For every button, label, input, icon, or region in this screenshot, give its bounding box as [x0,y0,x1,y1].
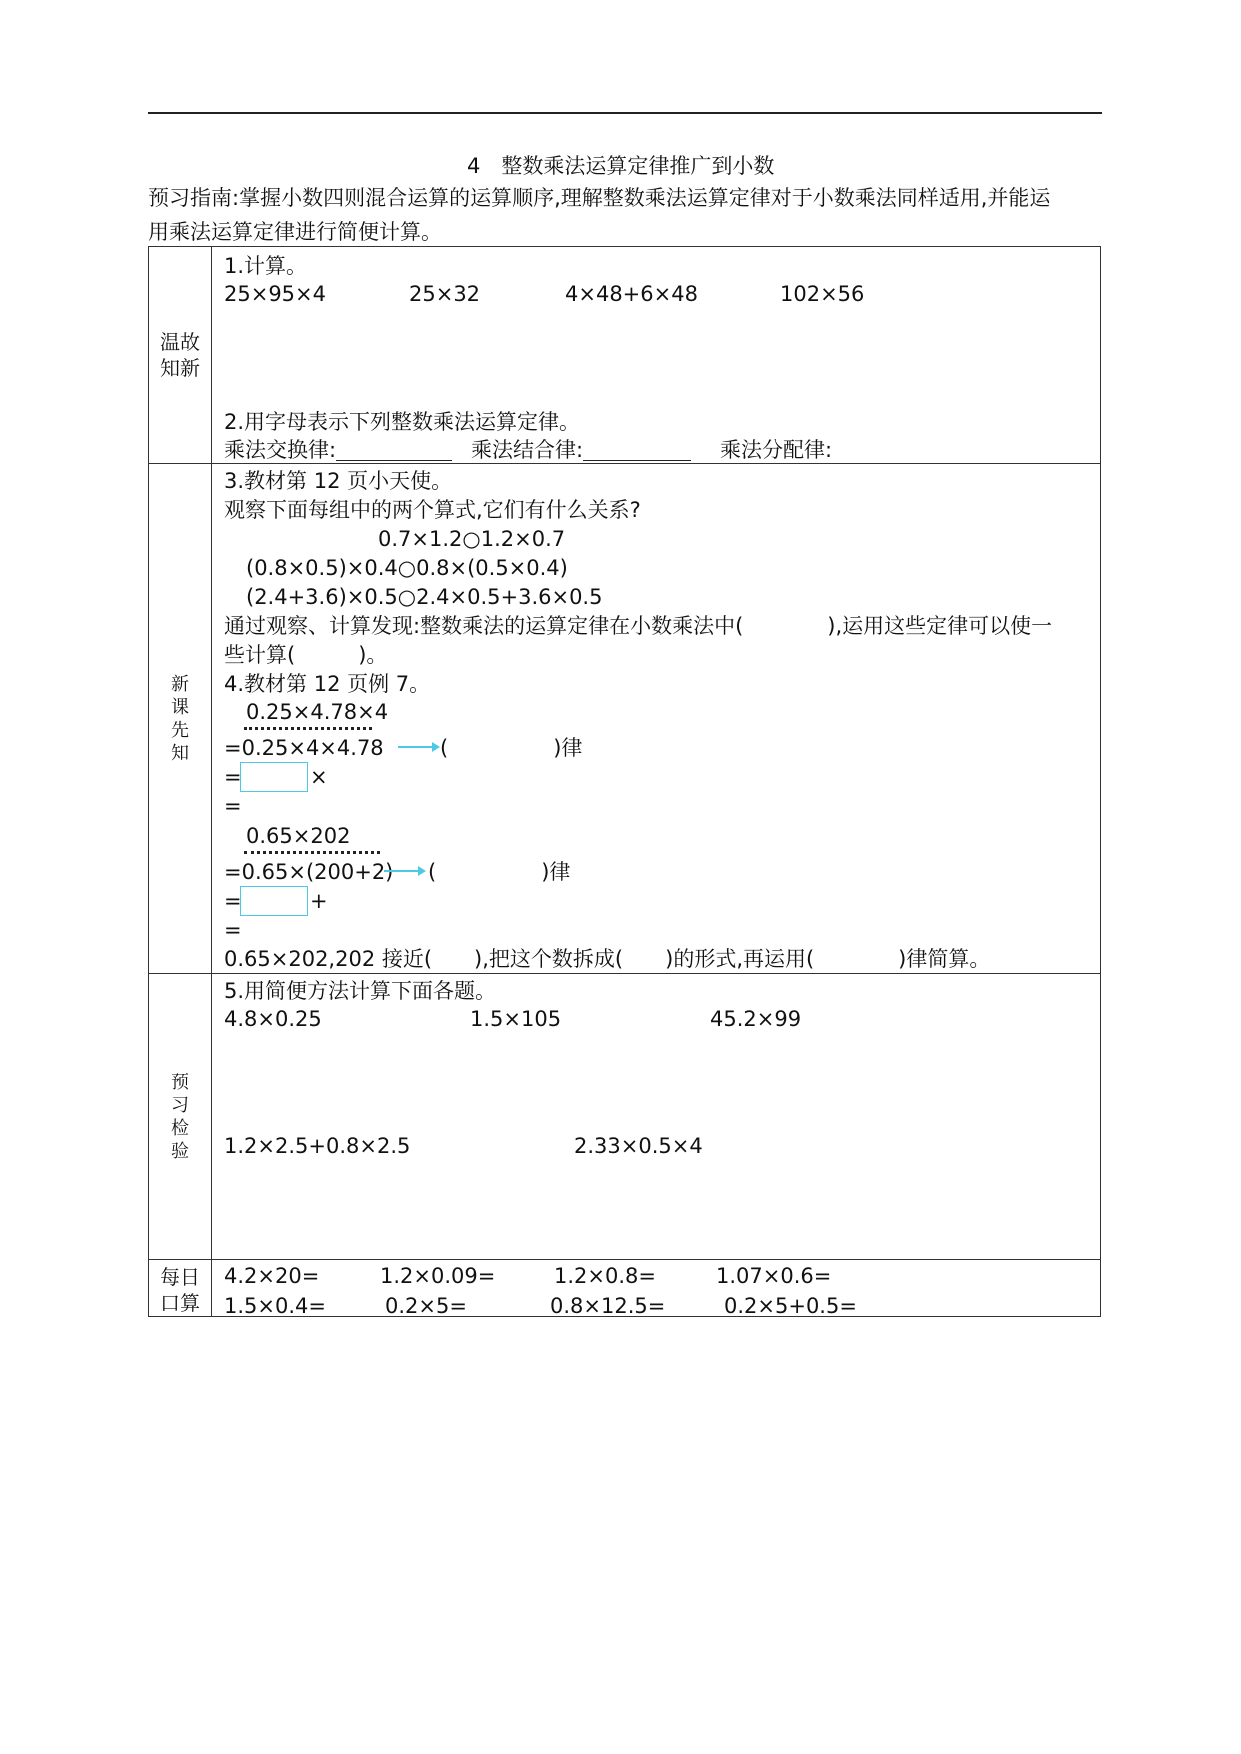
example-step: = [224,765,242,789]
q3-expression: 0.7×1.2○1.2×0.7 [378,527,566,551]
row-divider [148,463,1101,464]
example-step: =0.65×(200+2) [224,860,394,884]
daily-item: 1.07×0.6= [716,1264,832,1288]
times-sign: × [310,765,328,789]
daily-item: 0.2×5= [385,1294,467,1318]
q1-title: 1.计算。 [224,254,308,278]
law-blank: ( )律 [440,736,583,760]
section-label-review: 温故 知新 [160,330,200,380]
q5-item: 45.2×99 [710,1007,802,1031]
q4-title: 4.教材第 12 页例 7。 [224,672,431,696]
section-label-preview-check: 预 习 检 验 [171,1072,189,1162]
lesson-title: 4 整数乘法运算定律推广到小数 [467,154,775,178]
answer-box[interactable] [240,762,308,792]
label-column-divider [211,246,212,1317]
example-step: = [224,889,242,913]
answer-box[interactable] [240,886,308,916]
q4-conclusion: 0.65×202,202 接近( ),把这个数拆成( )的形式,再运用( )律简算。 [224,947,991,971]
q3-title: 3.教材第 12 页小天使。 [224,469,453,493]
plus-sign: + [310,889,328,913]
q5-title: 5.用简便方法计算下面各题。 [224,979,497,1003]
daily-item: 1.2×0.09= [380,1264,496,1288]
emphasis-dots [244,721,372,730]
q1-item: 4×48+6×48 [565,282,698,306]
q5-item: 2.33×0.5×4 [574,1134,703,1158]
answer-blank[interactable] [336,442,452,461]
example-step: = [224,794,242,818]
q2-law-commutative: 乘法交换律: [224,440,452,461]
q3-conclusion: 通过观察、计算发现:整数乘法的运算定律在小数乘法中( ),运用这些定律可以使一 [224,614,1053,638]
daily-item: 1.2×0.8= [554,1264,656,1288]
q2-law-distributive: 乘法分配律: [720,438,833,462]
q1-item: 25×95×4 [224,282,326,306]
row-divider [148,973,1101,974]
answer-blank[interactable] [583,442,691,461]
daily-item: 1.5×0.4= [224,1294,326,1318]
q5-item: 1.5×105 [470,1007,562,1031]
q1-item: 25×32 [409,282,481,306]
top-rule [148,112,1102,114]
guide-line-2: 用乘法运算定律进行简便计算。 [148,220,442,244]
emphasis-dots [244,845,380,854]
example-step: =0.25×4×4.78 [224,736,384,760]
q5-item: 1.2×2.5+0.8×2.5 [224,1134,411,1158]
q3-prompt: 观察下面每组中的两个算式,它们有什么关系? [224,498,641,522]
law-blank: ( )律 [428,860,571,884]
q3-conclusion: 些计算( )。 [224,643,388,667]
q5-item: 4.8×0.25 [224,1007,322,1031]
example-expression: 0.65×202 [246,824,351,848]
q2-law-associative: 乘法结合律: [471,440,691,461]
guide-line-1: 预习指南:掌握小数四则混合运算的运算顺序,理解整数乘法运算定律对于小数乘法同样适用,并能运 [148,186,1051,210]
q3-expression: (0.8×0.5)×0.4○0.8×(0.5×0.4) [246,556,568,580]
example-step: = [224,918,242,942]
example-expression: 0.25×4.78×4 [246,700,389,724]
daily-item: 4.2×20= [224,1264,320,1288]
daily-item: 0.8×12.5= [550,1294,666,1318]
row-divider [148,1259,1101,1260]
q1-item: 102×56 [780,282,865,306]
section-label-new-lesson: 新 课 先 知 [171,674,189,764]
q3-expression: (2.4+3.6)×0.5○2.4×0.5+3.6×0.5 [246,585,603,609]
arrow-right-icon [398,746,438,748]
q2-title: 2.用字母表示下列整数乘法运算定律。 [224,410,581,434]
section-label-daily: 每日 口算 [160,1265,200,1315]
arrow-right-icon [384,870,424,872]
daily-item: 0.2×5+0.5= [724,1294,857,1318]
